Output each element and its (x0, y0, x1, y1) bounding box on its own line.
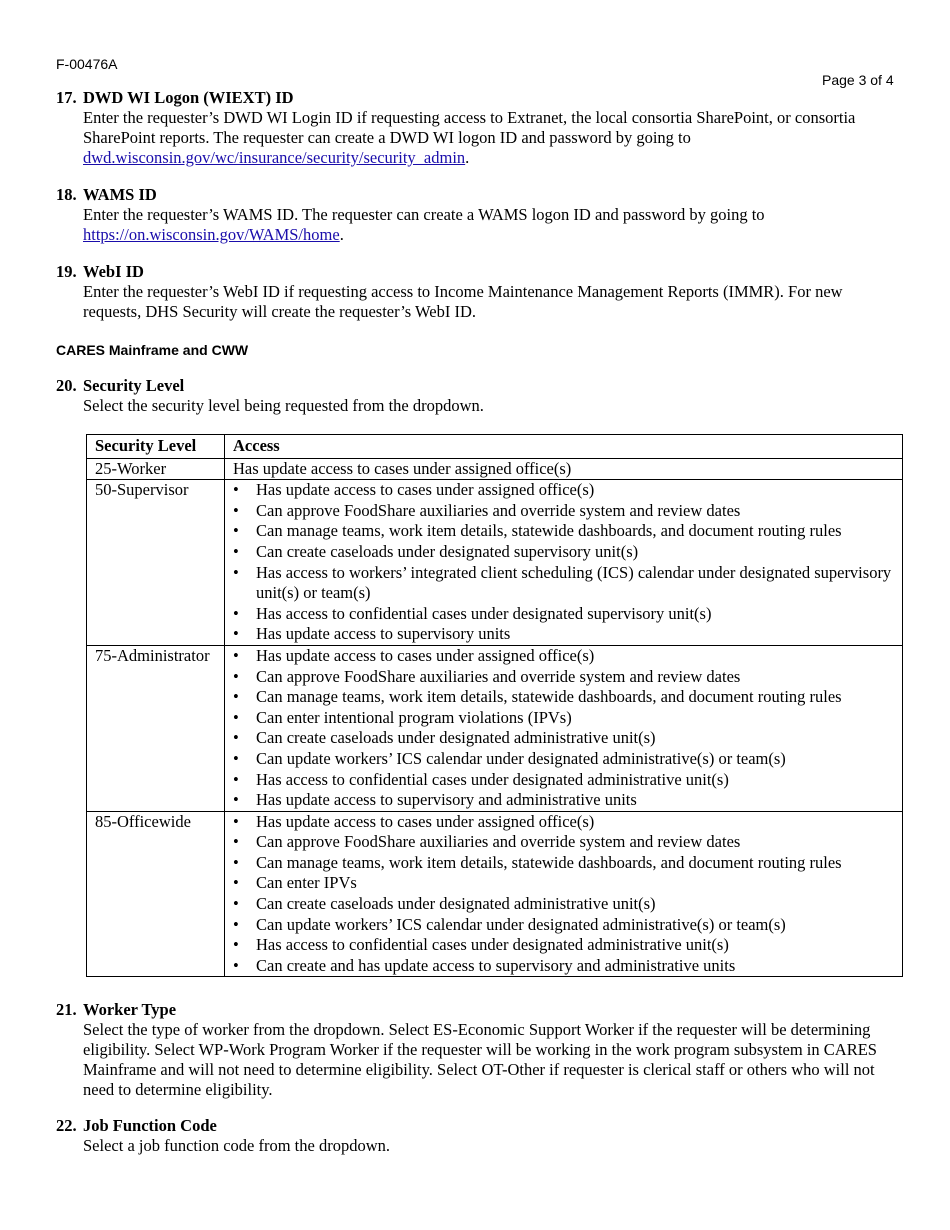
access-item: • Can update workers’ ICS calendar under designated administrative(s) or team(s) (233, 749, 894, 770)
access-item: • Can manage teams, work item details, statewide dashboards, and document routing rules (233, 687, 894, 708)
section-18 (56, 185, 896, 245)
section-title: Security Level (83, 376, 185, 395)
wams-home-link[interactable]: https://on.wisconsin.gov/WAMS/home (83, 225, 340, 244)
access-cell (225, 811, 903, 977)
access-item: • Can create caseloads under designated supervisory unit(s) (233, 542, 894, 563)
access-item: • Can approve FoodShare auxiliaries and override system and review dates (233, 501, 894, 522)
section-number: 20. (56, 376, 77, 395)
section-text-lead: Enter the requester’s WAMS ID. The requester can create a WAMS logon ID and password by going to (83, 205, 765, 224)
access-item: • Can update workers’ ICS calendar under designated administrative(s) or team(s) (233, 915, 894, 936)
security-level-cell: 85-Officewide (87, 811, 225, 977)
access-cell (225, 645, 903, 811)
section-text-tail: . (465, 148, 470, 167)
table-row-25-worker (87, 458, 903, 480)
access-item: • Has update access to supervisory and administrative units (233, 790, 894, 811)
section-title: WAMS ID (83, 185, 157, 204)
section-text: Select the security level being requested from the dropdown. (83, 396, 484, 415)
access-item: • Can manage teams, work item details, statewide dashboards, and document routing rules (233, 853, 894, 874)
table-row-75-administrator (87, 645, 903, 811)
section-text: Select a job function code from the dropdown. (83, 1136, 390, 1155)
access-list (233, 646, 894, 811)
access-item: • Can approve FoodShare auxiliaries and override system and review dates (233, 667, 894, 688)
column-header-access: Access (225, 435, 903, 459)
dwd-security-admin-link[interactable]: dwd.wisconsin.gov/wc/insurance/security/security_admin (83, 148, 466, 167)
section-text: Select the type of worker from the dropdown. Select ES-Economic Support Worker if the requester will be determining eligibility. Select WP-Work Program Worker if the requester will be working in the work program subsystem in CARES Mainframe and will not need to determine eligibility. Select OT-Other if requester is clerical staff or others who will not need to determine eligibility. (83, 1020, 877, 1099)
section-text: Enter the requester’s WebI ID if requesting access to Income Maintenance Management Reports (IMMR). For new requests, DHS Security will create the requester’s WebI ID. (83, 282, 843, 321)
access-item: • Has access to confidential cases under designated administrative unit(s) (233, 770, 894, 791)
cares-mainframe-heading: CARES Mainframe and CWW (56, 342, 249, 358)
form-number: F-00476A (56, 56, 118, 72)
security-level-cell: 25-Worker (87, 458, 225, 480)
access-item: • Has update access to cases under assigned office(s) (233, 646, 894, 667)
section-title: WebI ID (83, 262, 144, 281)
section-number: 21. (56, 1000, 77, 1019)
access-item: • Can create and has update access to supervisory and administrative units (233, 956, 894, 977)
table-row-85-officewide (87, 811, 903, 977)
access-item: • Can manage teams, work item details, statewide dashboards, and document routing rules (233, 521, 894, 542)
section-text (83, 205, 896, 245)
section-17 (56, 88, 896, 168)
security-level-cell: 75-Administrator (87, 645, 225, 811)
access-item: • Has update access to cases under assigned office(s) (233, 480, 894, 501)
section-title: Job Function Code (83, 1116, 217, 1135)
section-text-lead: Enter the requester’s DWD WI Login ID if requesting access to Extranet, the local consortia SharePoint, or consortia SharePoint reports. The requester can create a DWD WI logon ID and password by going to (83, 108, 856, 147)
table-header-row (87, 435, 903, 459)
access-item: • Has access to workers’ integrated client scheduling (ICS) calendar under designated supervisory unit(s) or team(s) (233, 563, 894, 604)
access-list (233, 812, 894, 977)
access-item: • Can approve FoodShare auxiliaries and override system and review dates (233, 832, 894, 853)
section-21 (56, 1000, 896, 1100)
access-cell (225, 480, 903, 646)
section-title: Worker Type (83, 1000, 177, 1019)
section-title: DWD WI Logon (WIEXT) ID (83, 88, 294, 107)
access-item: • Can enter intentional program violations (IPVs) (233, 708, 894, 729)
security-level-cell: 50-Supervisor (87, 480, 225, 646)
access-cell: Has update access to cases under assigned office(s) (225, 458, 903, 480)
table-row-50-supervisor (87, 480, 903, 646)
section-number: 22. (56, 1116, 77, 1135)
section-text-tail: . (339, 225, 344, 244)
section-number: 19. (56, 262, 77, 281)
section-number: 18. (56, 185, 77, 204)
access-item: • Has update access to supervisory units (233, 624, 894, 645)
section-19 (56, 262, 896, 322)
access-item: • Has access to confidential cases under designated supervisory unit(s) (233, 604, 894, 625)
section-22 (56, 1116, 896, 1156)
section-20 (56, 376, 896, 416)
section-text (83, 108, 896, 168)
access-item: • Can create caseloads under designated administrative unit(s) (233, 894, 894, 915)
column-header-security-level: Security Level (87, 435, 225, 459)
page-number: Page 3 of 4 (822, 72, 894, 88)
access-item: • Can enter IPVs (233, 873, 894, 894)
security-level-table (86, 434, 903, 977)
section-number: 17. (56, 88, 77, 107)
access-list (233, 480, 894, 645)
access-item: • Can create caseloads under designated administrative unit(s) (233, 728, 894, 749)
access-item: • Has update access to cases under assigned office(s) (233, 812, 894, 833)
access-item: • Has access to confidential cases under designated administrative unit(s) (233, 935, 894, 956)
